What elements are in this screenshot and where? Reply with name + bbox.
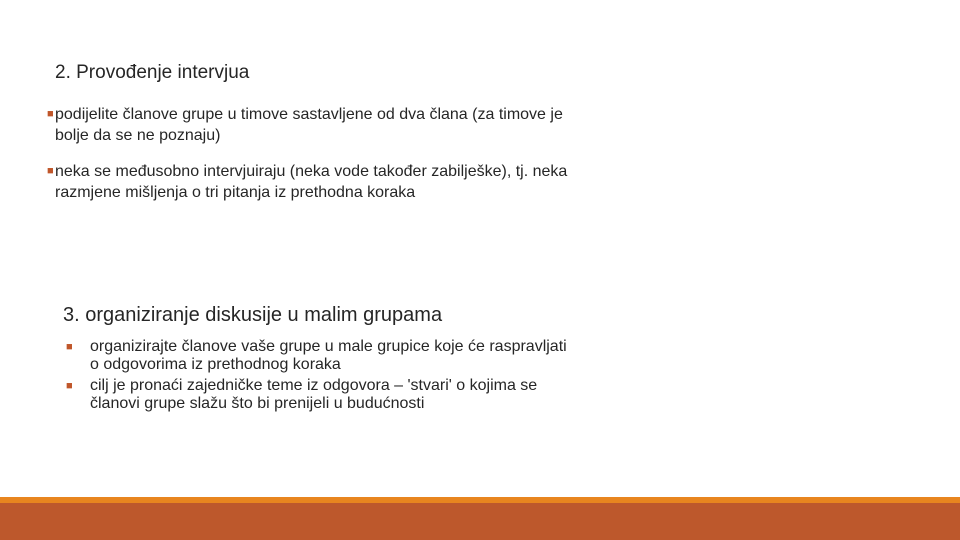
list-item	[47, 161, 727, 203]
list-item-text: cilj je pronaći zajedničke teme iz odgovora – 'stvari' o kojima se članovi grupe slažu što bi prenijeli u budućnosti	[90, 377, 538, 412]
list-item	[47, 104, 727, 146]
bullet-list-organiziranje	[66, 338, 726, 416]
footer-bar	[0, 503, 960, 540]
square-bullet-icon: ■	[47, 108, 54, 120]
list-item-text: organizirajte članove vaše grupe u male grupice koje će raspravljati o odgovorima iz prethodnog koraka	[90, 338, 567, 373]
list-item	[66, 338, 726, 374]
square-bullet-icon: ■	[66, 380, 73, 392]
section-title-organiziranje-diskusije: 3. organiziranje diskusije u malim grupama	[63, 304, 443, 326]
square-bullet-icon: ■	[47, 165, 54, 177]
list-item	[66, 377, 726, 413]
list-item-text: neka se međusobno intervjuiraju (neka vode također zabilješke), tj. neka razmjene mišljenja o tri pitanja iz prethodna koraka	[55, 163, 568, 201]
square-bullet-icon: ■	[66, 341, 73, 353]
section-title-provodenje-intervjua: 2. Provođenje intervjua	[55, 62, 250, 83]
list-item-text: podijelite članove grupe u timove sastavljene od dva člana (za timove je bolje da se ne poznaju)	[55, 106, 563, 144]
bullet-list-provodenje	[47, 104, 727, 218]
